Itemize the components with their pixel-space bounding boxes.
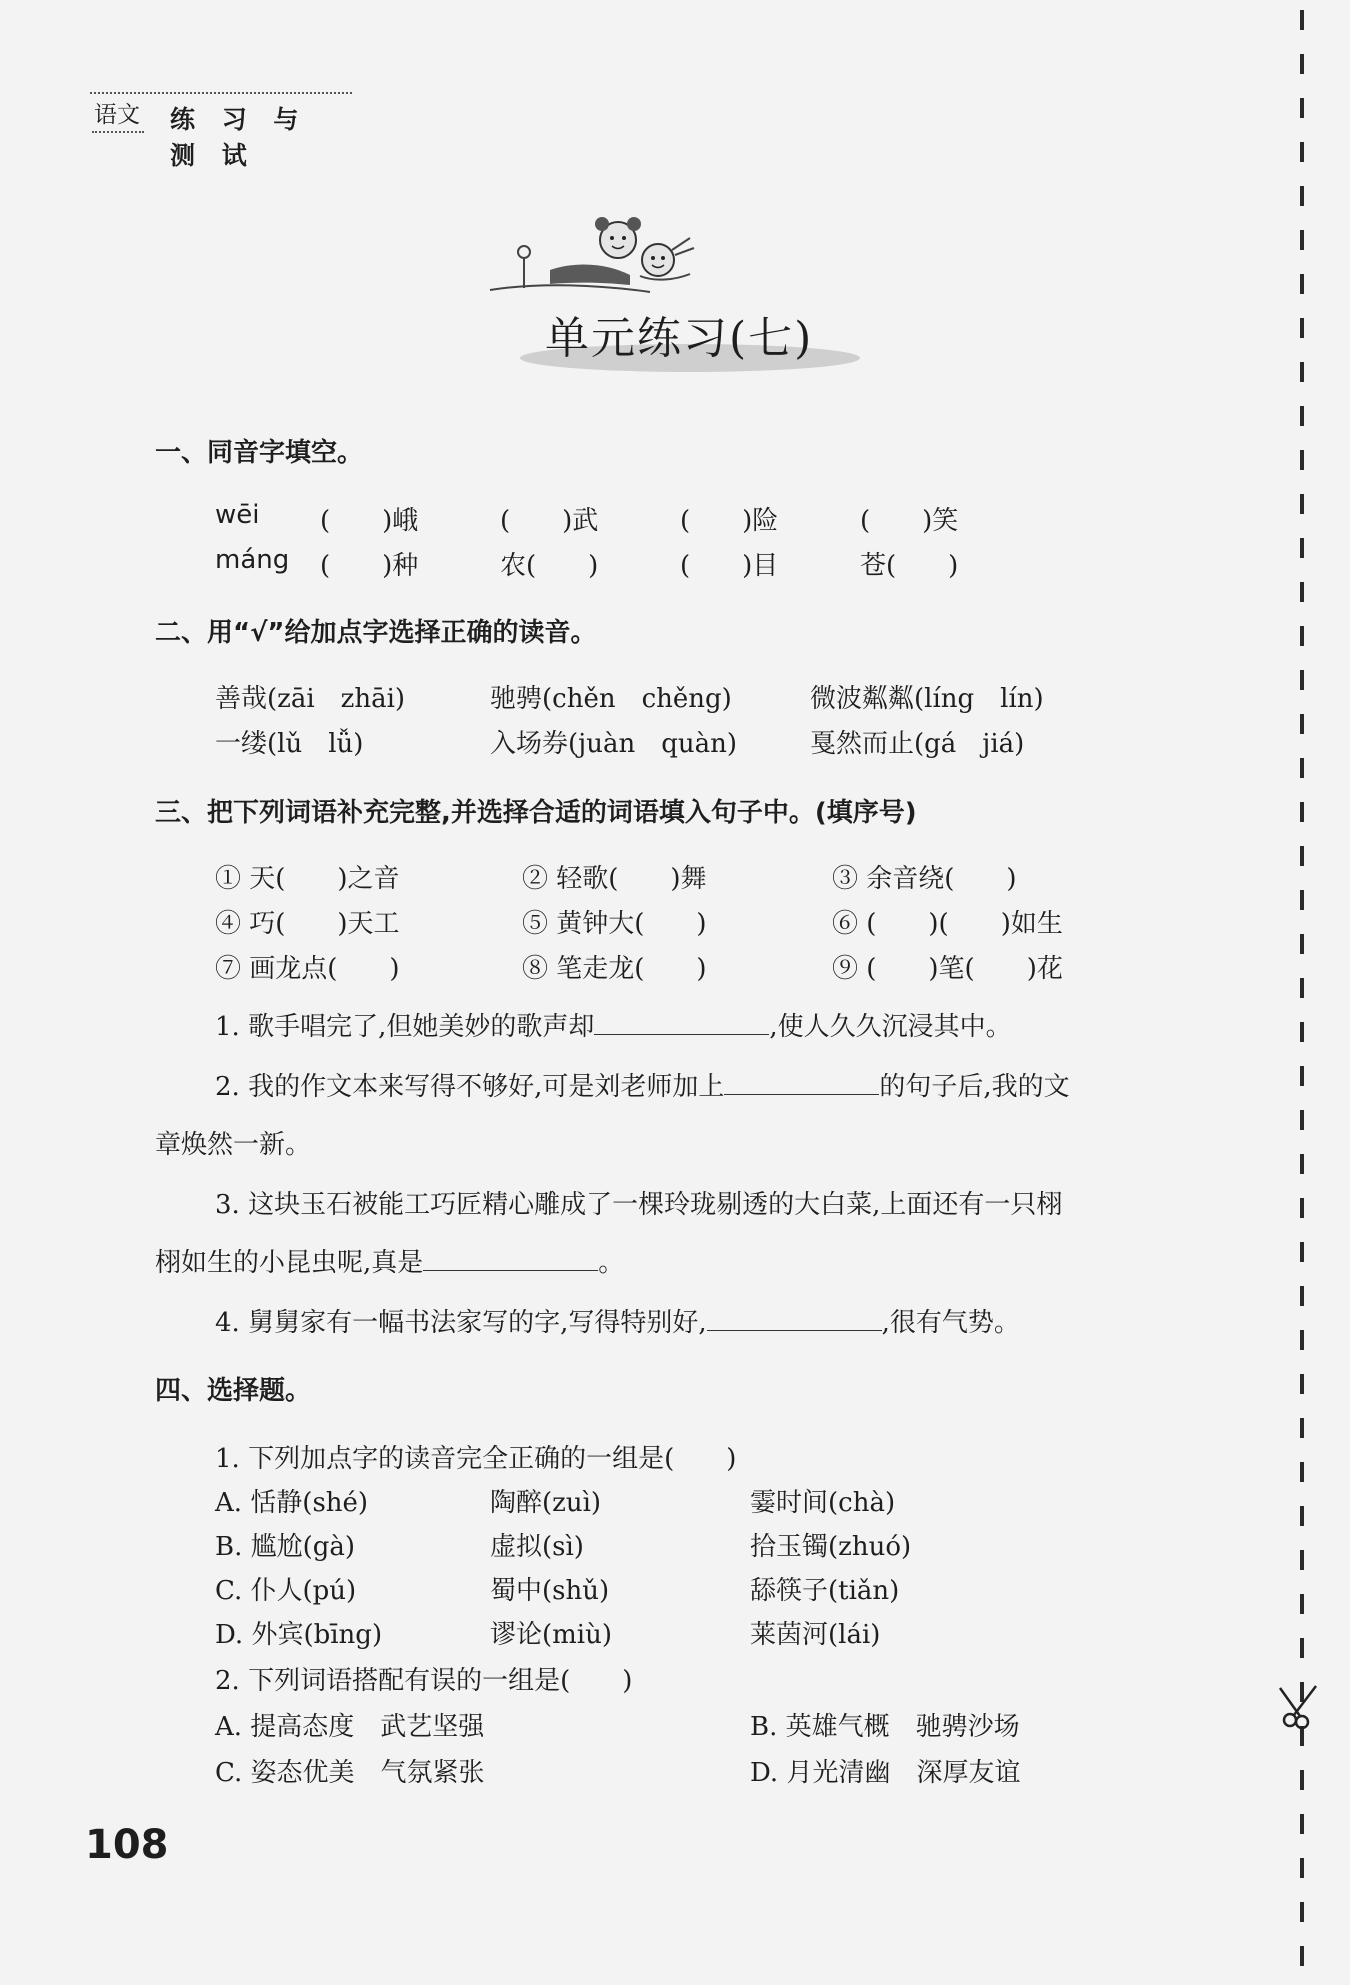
option-c: 蜀中(shǔ) <box>490 1576 610 1606</box>
fill-question-2 <box>215 1066 1070 1103</box>
section1-heading: 一、同音字填空。 <box>155 438 364 468</box>
blank-item[interactable]: 苍( ) <box>860 551 959 581</box>
idiom-item[interactable]: ① 天( )之音 <box>215 864 400 894</box>
reading-choice[interactable]: 驰骋(chěn chěng) <box>490 684 732 714</box>
question-text: 栩如生的小昆虫呢,真是 <box>155 1248 424 1278</box>
option-d[interactable]: D. 外宾(bīng) <box>215 1620 383 1650</box>
idiom-item[interactable]: ③ 余音绕( ) <box>832 864 1017 894</box>
option-a: 霎时间(chà) <box>750 1488 896 1518</box>
fill-question-3: 3. 这块玉石被能工巧匠精心雕成了一棵玲珑剔透的大白菜,上面还有一只栩 <box>215 1190 1063 1220</box>
answer-blank[interactable] <box>707 1308 882 1331</box>
question-text: 的句子后,我的文 <box>879 1072 1070 1102</box>
option-d[interactable]: D. 月光清幽 深厚友谊 <box>750 1758 1021 1788</box>
option-c[interactable]: C. 仆人(pú) <box>215 1576 357 1606</box>
scissors-icon <box>1278 1680 1328 1730</box>
blank-item[interactable]: 农( ) <box>500 551 599 581</box>
option-b[interactable]: B. 尴尬(gà) <box>215 1532 356 1562</box>
fill-question-1 <box>215 1006 1012 1043</box>
option-d: 谬论(miù) <box>490 1620 613 1650</box>
option-c[interactable]: C. 姿态优美 气氛紧张 <box>215 1758 485 1788</box>
choice-question-2: 2. 下列词语搭配有误的一组是( ) <box>215 1666 633 1696</box>
blank-item[interactable]: ( )险 <box>680 506 779 536</box>
option-b: 拾玉镯(zhuó) <box>750 1532 912 1562</box>
blank-item[interactable]: ( )目 <box>680 551 779 581</box>
book-title: 练 习 与 测 试 <box>170 105 308 170</box>
option-b: 虚拟(sì) <box>490 1532 584 1562</box>
option-d: 莱茵河(lái) <box>750 1620 881 1650</box>
idiom-item[interactable]: ② 轻歌( )舞 <box>522 864 707 894</box>
question-text: 2. 我的作文本来写得不够好,可是刘老师加上 <box>215 1072 725 1102</box>
blank-item[interactable]: ( )武 <box>500 506 599 536</box>
section2-heading: 二、用“√”给加点字选择正确的读音。 <box>155 618 597 648</box>
unit-title: 单元练习(七) <box>545 313 814 364</box>
answer-blank[interactable] <box>423 1248 598 1271</box>
blank-item[interactable]: ( )笑 <box>860 506 959 536</box>
idiom-item[interactable]: ④ 巧( )天工 <box>215 909 400 939</box>
idiom-item[interactable]: ⑧ 笔走龙( ) <box>522 954 707 984</box>
option-a[interactable]: A. 恬静(shé) <box>215 1488 369 1518</box>
choice-question-1: 1. 下列加点字的读音完全正确的一组是( ) <box>215 1444 737 1474</box>
section3-heading: 三、把下列词语补充完整,并选择合适的词语填入句子中。(填序号) <box>155 798 917 828</box>
pinyin-mang: máng <box>215 545 290 575</box>
question-text: 。 <box>598 1248 625 1278</box>
answer-blank[interactable] <box>594 1012 769 1035</box>
option-a: 陶醉(zuì) <box>490 1488 602 1518</box>
question-text: 章焕然一新。 <box>155 1130 312 1160</box>
idiom-item[interactable]: ⑦ 画龙点( ) <box>215 954 400 984</box>
reading-choice[interactable]: 戛然而止(gá jiá) <box>810 729 1025 759</box>
reading-choice[interactable]: 善哉(zāi zhāi) <box>215 684 406 714</box>
reading-choice[interactable]: 入场券(juàn quàn) <box>490 729 737 759</box>
question-text: ,使人久久沉浸其中。 <box>769 1012 1012 1042</box>
question-text: 1. 歌手唱完了,但她美妙的歌声却 <box>215 1012 595 1042</box>
page-number: 108 <box>85 1822 169 1868</box>
pinyin-wei: wēi <box>215 500 260 530</box>
blank-item[interactable]: ( )种 <box>320 551 419 581</box>
reading-choice[interactable]: 微波粼粼(líng lín) <box>810 684 1044 714</box>
idiom-item[interactable]: ⑨ ( )笔( )花 <box>832 954 1063 984</box>
section4-heading: 四、选择题。 <box>155 1376 312 1406</box>
answer-blank[interactable] <box>724 1072 879 1095</box>
question-text: 4. 舅舅家有一幅书法家写的字,写得特别好, <box>215 1308 707 1338</box>
cut-line <box>1300 10 1304 1970</box>
option-b[interactable]: B. 英雄气概 驰骋沙场 <box>750 1712 1020 1742</box>
idiom-item[interactable]: ⑤ 黄钟大( ) <box>522 909 707 939</box>
fill-question-4 <box>215 1302 1020 1339</box>
option-c: 舔筷子(tiǎn) <box>750 1576 900 1606</box>
option-a[interactable]: A. 提高态度 武艺坚强 <box>215 1712 485 1742</box>
question-text: ,很有气势。 <box>881 1308 1020 1338</box>
idiom-item[interactable]: ⑥ ( )( )如生 <box>832 909 1063 939</box>
page-header <box>90 92 352 170</box>
fill-question-3-cont <box>155 1242 624 1279</box>
reading-choice[interactable]: 一缕(lǔ lǚ) <box>215 729 364 759</box>
blank-item[interactable]: ( )峨 <box>320 506 419 536</box>
subject-label: 语文 <box>92 96 144 133</box>
